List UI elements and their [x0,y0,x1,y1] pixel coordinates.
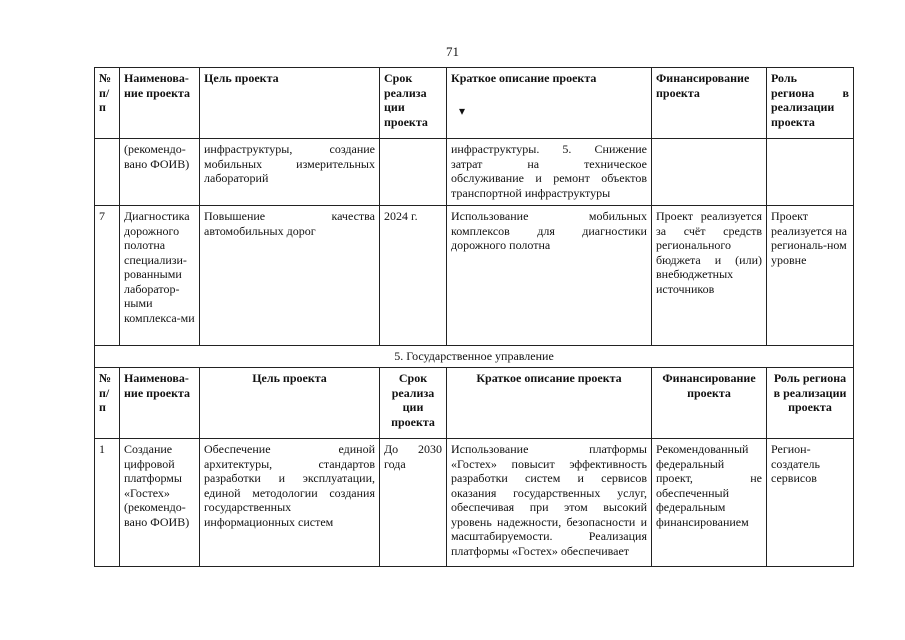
cont-desc-line1 [451,142,647,157]
cont-goal-w4: измерительных [296,156,375,171]
row1-goal-line2 [204,457,375,472]
row1-name: Создание цифровой платформы «Гостех» (рекомендо-вано ФОИВ) [120,439,200,567]
row1-goal-w4: стандартов [318,456,375,471]
header-term: Срок реализа ции проекта [380,68,447,139]
row1-num: 1 [95,439,120,567]
row1-goal-rest: разработки и эксплуатации, единой методологии создания государственных информационных систем [204,471,375,529]
cont-term [380,139,447,206]
row1-fin-w2: не [750,471,762,485]
cont-desc-line2 [451,157,647,172]
cont-desc-w2: 5. [562,142,572,156]
header-role-line1: Роль [771,71,797,85]
projects-table [94,67,854,567]
row7-term: 2024 г. [380,206,447,346]
header-description-text: Краткое описание проекта [451,71,597,85]
row1-fin-line3 [656,471,762,486]
row7-desc-w4: для [537,223,555,238]
row1-financing [652,439,767,567]
header2-role: Роль региона в реализации проекта [767,368,854,439]
cont-desc-rest: обслуживание и ремонт объектов транспортной инфраструктуры [451,171,647,200]
page-number: 71 [446,44,459,59]
row7-desc-line3: дорожного полотна [451,238,551,252]
row1-term-w2: 2030 [418,442,442,456]
cont-num [95,139,120,206]
cont-desc-w3: Снижение [594,142,647,156]
row7-desc-w5: диагностики [582,223,647,238]
table-row-continuation [95,139,854,206]
row7-goal [200,206,380,346]
row7-desc-w3: комплексов [451,223,510,238]
row1-fin-rest: обеспеченный федеральным финансированием [656,485,749,529]
header2-description: Краткое описание проекта [447,368,652,439]
header-description [447,68,652,139]
header2-num: № п/ п [95,368,120,439]
table1-header-row [95,68,854,139]
section-row [95,346,854,368]
row1-term-line2: года [384,456,406,471]
row7-goal-w1: Повышение [204,209,266,223]
cont-goal-w1: инфраструктуры, [204,142,293,156]
row7-desc-w1: Использование [451,209,529,223]
cont-desc-w6: техническое [584,156,647,171]
header-role [767,68,854,139]
header2-term: Срок реализа ции проекта [380,368,447,439]
header-goal: Цель проекта [200,68,380,139]
row1-description [447,439,652,567]
row1-desc-rest: «Гостех» повысит эффективность разработки систем и сервисов оказания государственных услуг, обеспечивая при этом высокий уровень надежности, безопасности и масштабируемости. Реализация платформы «Гостех» обеспечивает [451,456,647,558]
cont-goal-w3: мобильных [204,156,263,171]
cont-description [447,139,652,206]
row7-goal-w2: качества [331,209,375,223]
row7-financing: Проект реализуется за счёт средств регионального бюджета и (или) внебюджетных источников [652,206,767,346]
row1-term [380,439,447,567]
header2-name: Наименова-ние проекта [120,368,200,439]
row1-term-w1: До [384,442,399,456]
row1-goal-w2: единой [338,442,375,456]
row7-num: 7 [95,206,120,346]
row1-fin-w1: проект, [656,471,693,485]
cont-desc-w4: затрат [451,156,483,171]
table-row-7 [95,206,854,346]
row7-desc-line2 [451,224,647,239]
row1-goal-w3: архитектуры, [204,456,273,471]
header-role-word-in: в [842,85,849,100]
header-name: Наименова-ние проекта [120,68,200,139]
row7-desc-line1 [451,209,647,224]
header-role-line2 [771,86,849,101]
cont-goal [200,139,380,206]
row7-goal-line1 [204,209,375,224]
row1-goal-w1: Обеспечение [204,442,271,456]
row1-goal [200,439,380,567]
row1-fin-line1: Рекомендованный [656,442,749,456]
row7-description [447,206,652,346]
row1-desc-w2: платформы [589,442,647,456]
cont-name: (рекомендо-вано ФОИВ) [120,139,200,206]
row7-role: Проект реализуется на региональ-ном уровне [767,206,854,346]
section-title: 5. Государственное управление [95,346,854,368]
cont-goal-line3: лабораторий [204,171,269,185]
row7-goal-line2: автомобильных дорог [204,223,316,238]
cont-financing [652,139,767,206]
row1-term-line1 [384,442,442,457]
header2-goal: Цель проекта [200,368,380,439]
cont-desc-w5: на [527,156,540,171]
row1-goal-line1 [204,442,375,457]
tick-mark: ▾ [459,103,466,118]
header2-financing: Финансирование проекта [652,368,767,439]
cont-goal-line2 [204,157,375,172]
cont-goal-w2: создание [329,142,375,156]
row7-name: Диагностика дорожного полотна специализи-рованными лаборатор-ными комплекса-ми [120,206,200,346]
row1-desc-line1 [451,442,647,457]
cont-desc-w1: инфраструктуры. [451,142,540,156]
cont-role [767,139,854,206]
row1-desc-w1: Использование [451,442,529,456]
header-num: № п/ п [95,68,120,139]
header-financing: Финансирование проекта [652,68,767,139]
cont-goal-line1 [204,142,375,157]
row1-fin-line2: федеральный [656,456,725,471]
header-role-word-region: региона [771,85,815,100]
row1-role: Регион-создатель сервисов [767,439,854,567]
row7-desc-w2: мобильных [588,209,647,223]
table-row-1 [95,439,854,567]
table2-header-row [95,368,854,439]
header-role-line3: реализации проекта [771,100,835,129]
